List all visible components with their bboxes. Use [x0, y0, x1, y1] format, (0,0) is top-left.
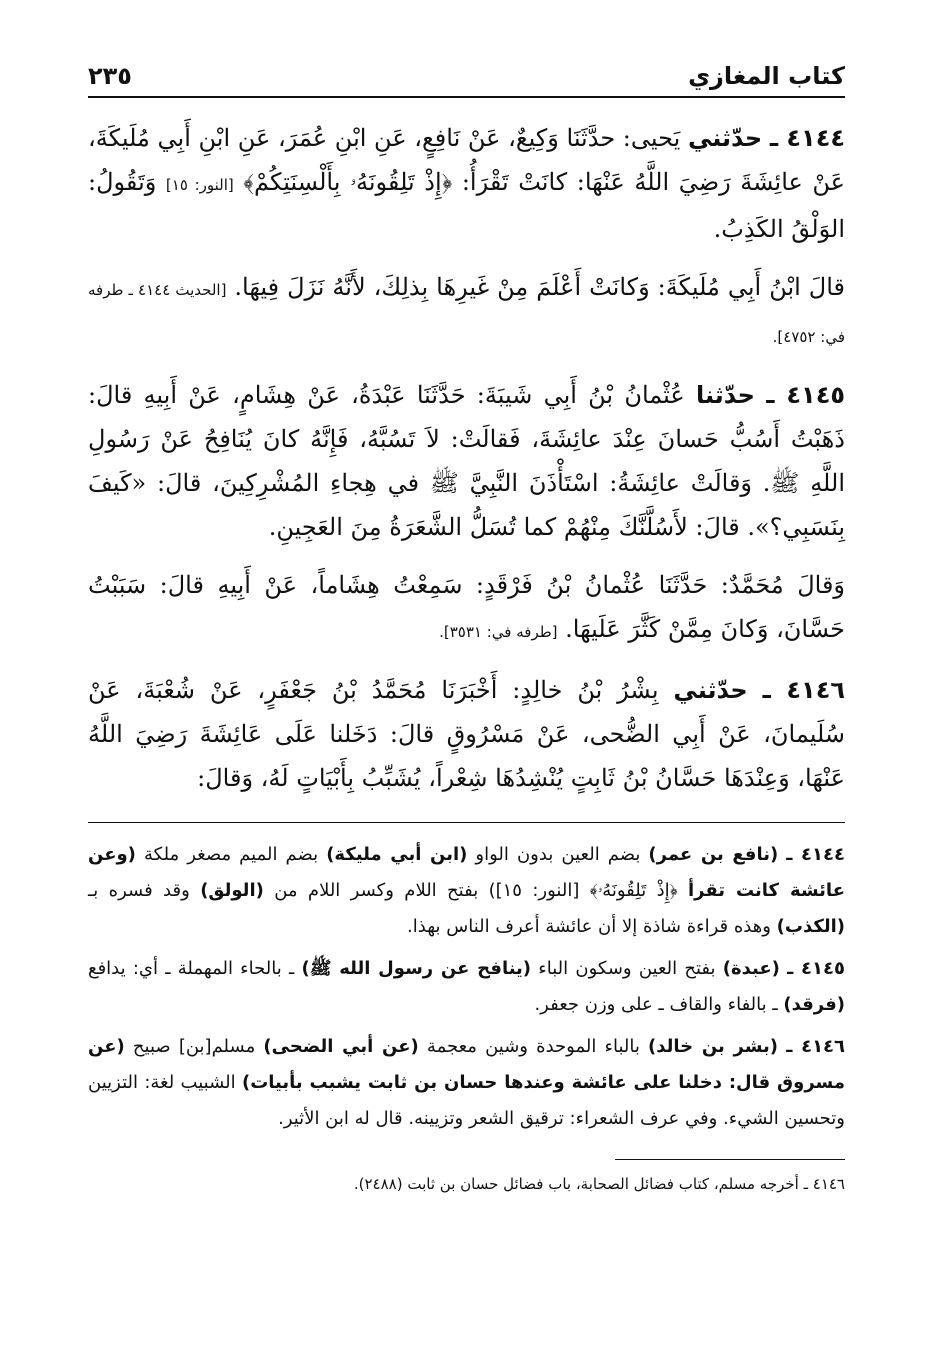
- cross-reference: [طرفه في: ٣٥٣١].: [439, 623, 558, 641]
- commentary-text: ـ بالحاء المهملة ـ أي: يدافع: [88, 958, 302, 979]
- narration-lead: حدّثني: [673, 676, 748, 704]
- hadith-number: ٤١٤٥ ـ: [766, 381, 845, 409]
- commentary-text: بفتح العين وسكون الباء: [531, 958, 723, 979]
- commentary-text: بضم الميم مصغر ملكة: [135, 844, 327, 865]
- narration-lead: حدّثنا: [695, 381, 755, 409]
- hadith-number: ٤١٤٤ ـ: [769, 124, 845, 152]
- narration-lead: حدّثني: [687, 124, 763, 152]
- commentary-phrase: (عن أبي الضحى): [263, 1036, 419, 1057]
- commentary-phrase: (الكذب): [776, 916, 845, 937]
- commentary-phrase: (بشر بن خالد): [648, 1036, 779, 1057]
- commentary-number: ٤١٤٥ ـ: [787, 958, 845, 979]
- commentary-phrase: (عن مسروق قال: دخلنا على عائشة وعندها حسان بن ثابت يشبب بأبيات): [88, 1036, 845, 1093]
- commentary-phrase: (ابن أبي مليكة): [326, 844, 468, 865]
- hadith-4145: [88, 373, 845, 549]
- hadith-text-continued: وَتَقُولُ: الوَلْقُ الكَذِبُ.: [88, 168, 845, 243]
- commentary-phrase: (وعن عائشة كانت تقرأ: [88, 844, 845, 901]
- commentary-number: ٤١٤٦ ـ: [786, 1036, 846, 1057]
- commentary-section: [88, 837, 845, 1137]
- commentary-text: مسلم[بن] صبيح: [124, 1036, 264, 1057]
- footnote: [88, 1170, 845, 1198]
- commentary-phrase: (عبدة): [722, 958, 780, 979]
- commentary-text: بالباء الموحدة وشين معجمة: [418, 1036, 649, 1057]
- commentary-phrase: (نافع بن عمر): [648, 844, 779, 865]
- main-text: [88, 116, 845, 800]
- hadith-4145-note: [88, 563, 845, 654]
- commentary-text: ـ بالفاء والقاف ـ على وزن جعفر.: [534, 994, 784, 1015]
- commentary-4145: [88, 951, 845, 1023]
- cross-reference: [الحديث ٤١٤٤ ـ طرفه في: ٤٧٥٢].: [88, 281, 845, 346]
- commentary-text: وقد فسره بـ: [88, 880, 201, 901]
- commentary-phrase: (الولق): [200, 880, 264, 901]
- commentary-text: الشبيب لغة: التزيين وتحسين الشيء. وفي عرف الشعراء: ترقيق الشعر وتزيينه. قال له ابن الأثير.: [88, 1072, 845, 1129]
- commentary-divider: [88, 822, 845, 823]
- commentary-number: ٤١٤٤ ـ: [786, 844, 845, 865]
- commentary-phrase: (فرقد): [783, 994, 845, 1015]
- hadith-text: عُثْمانُ بْنُ أَبِي شَيبَةَ: حَدَّثَنَا عَبْدَةُ، عَنْ هِشَامٍ، عَنْ أَبِيهِ قالَ: ذَهَبْتُ أَسُبُّ حَسانَ عِنْدَ عائِشَةَ، فَقالَتْ: لاَ تَسُبَّهُ، فَإِنَّهُ كانَ يُنَافِحُ عَنْ رَسُولِ اللَّهِ ﷺ. وَقالَتْ عائِشَةُ: اسْتَأْذَنَ النَّبِيَّ ﷺ في هِجاءِ المُشْرِكِينَ، قالَ: «كَيفَ بِنَسَبِي؟». قالَ: لأَسُلَّنَّكَ مِنْهُمْ كما تُسَلُّ الشَّعَرَةُ مِنَ العَجِينِ.: [88, 381, 845, 541]
- running-head: [88, 50, 845, 98]
- hadith-text: قالَ ابْنُ أَبِي مُلَيكَةَ: وَكانَتْ أَعْلَمَ مِنْ غَيرِهَا بِذلِكَ، لأَنَّهُ نَزَلَ فِيهَا.: [234, 273, 846, 301]
- hadith-text: وَقالَ مُحَمَّدٌ: حَدَّثَنَا عُثْمانُ بْنُ فَرْقَدٍ: سَمِعْتُ هِشَاماً، عَنْ أَبِيهِ قالَ: سَبَبْتُ حَسَّانَ، وَكانَ مِمَّنْ كَثَّرَ عَلَيهَا.: [88, 571, 846, 643]
- commentary-text: وهذه قراءة شاذة إلا أن عائشة أعرف الناس بهذا.: [407, 916, 777, 937]
- commentary-4144: [88, 837, 845, 945]
- book-title: كتاب المغازي: [688, 62, 845, 90]
- hadith-text: يَحيى: حدَّثَنَا وَكِيعٌ، عَنْ نَافِعٍ، عَنِ ابْنِ عُمَرَ، عَنِ ابْنِ أَبِي مُلَيكَةَ، عَنْ عائِشَةَ رَضِيَ اللَّهُ عَنْهَا: كانَتْ تَقْرَأُ: ﴿إِذْ تَلِقُونَهُۥ بِأَلْسِنَتِكُمْ﴾: [88, 124, 845, 196]
- commentary-text: بضم العين بدون الواو: [467, 844, 649, 865]
- book-page: [88, 50, 845, 1306]
- page-number: ٢٣٥: [88, 62, 132, 90]
- commentary-text: ﴿إِذْ تَلِقُونَهُۥ﴾ [النور: ١٥]) بفتح اللام وكسر اللام من: [263, 880, 688, 901]
- hadith-4144-note: [88, 265, 845, 359]
- hadith-text: بِشْرُ بْنُ خالِدٍ: أَخْبَرَنَا مُحَمَّدُ بْنُ جَعْفَرٍ، عَنْ شُعْبَةَ، عَنْ سُلَيمانَ، عَنْ أَبِي الضُّحى، عَنْ مَسْرُوقٍ قالَ: دَخَلنا عَلَى عَائِشَةَ رَضِيَ اللَّهُ عَنْهَا، وَعِنْدَهَا حَسَّانُ بْنُ ثَابِتٍ يُنْشِدُهَا شِعْراً، يُشَبِّبُ بِأَبْيَاتٍ لَهُ، وَقالَ:: [88, 676, 846, 792]
- hadith-number: ٤١٤٦ ـ: [762, 676, 845, 704]
- commentary-phrase: (ينافح عن رسول الله ﷺ): [301, 958, 532, 979]
- footnote-text: ٤١٤٦ ـ أخرجه مسلم، كتاب فضائل الصحابة، باب فضائل حسان بن ثابت (٢٤٨٨).: [353, 1175, 845, 1193]
- hadith-4146: [88, 668, 845, 800]
- commentary-4146: [88, 1029, 845, 1137]
- footnote-divider: [615, 1159, 845, 1160]
- hadith-4144: [88, 116, 845, 251]
- quran-reference: [النور: ١٥]: [165, 176, 234, 194]
